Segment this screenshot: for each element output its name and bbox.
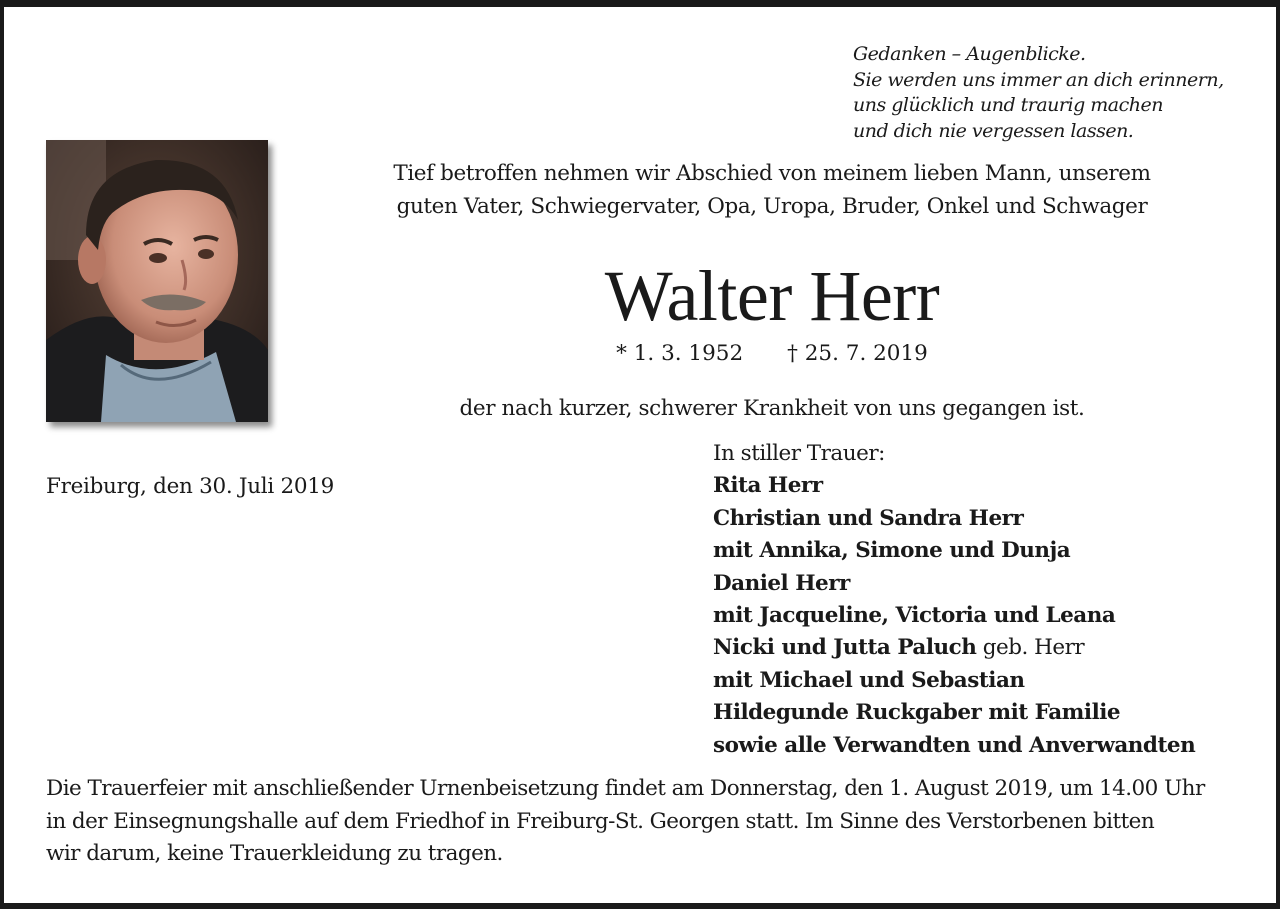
mourner-entry — [713, 470, 1273, 502]
deceased-name: Walter Herr — [604, 256, 940, 336]
intro-line: Tief betroffen nehmen wir Abschied von meinem lieben Mann, unserem — [393, 161, 1151, 186]
life-dates — [440, 338, 1104, 370]
memorial-poem — [853, 42, 1263, 144]
intro-text — [300, 157, 1244, 223]
mourner-name: mit Michael und Sebastian — [713, 667, 1025, 693]
place-and-date: Freiburg, den 30. Juli 2019 — [46, 474, 334, 499]
poem-line: und dich nie vergessen lassen. — [853, 119, 1134, 142]
mourner-entry — [713, 697, 1273, 729]
funeral-details-line: wir darum, keine Trauerkleidung zu tragen. — [46, 841, 503, 866]
funeral-details-line: Die Trauerfeier mit anschließender Urnenbeisetzung findet am Donnerstag, den 1. August 2019, um 14.00 Uhr — [46, 776, 1205, 801]
mourner-entry — [713, 568, 1273, 600]
intro-line: guten Vater, Schwiegervater, Opa, Uropa, Bruder, Onkel und Schwager — [396, 194, 1148, 219]
death-date: † 25. 7. 2019 — [787, 341, 928, 366]
mourners-list — [713, 438, 1273, 762]
mourner-name: mit Annika, Simone und Dunja — [713, 538, 1071, 564]
poem-line: uns glücklich und traurig machen — [853, 94, 1163, 116]
mourner-name: Christian und Sandra Herr — [713, 505, 1024, 531]
portrait-photo — [46, 140, 268, 422]
mourner-entry — [713, 632, 1273, 664]
mourner-entry — [713, 665, 1273, 697]
mourner-entry — [713, 600, 1273, 632]
mourner-name: mit Jacqueline, Victoria und Leana — [713, 603, 1116, 629]
mourner-name: sowie alle Verwandten und Anverwandten — [713, 732, 1196, 758]
poem-line: Sie werden uns immer an dich erinnern, — [853, 68, 1224, 91]
poem-line: Gedanken – Augenblicke. — [853, 43, 1086, 65]
mourner-name: Nicki und Jutta Paluch — [713, 635, 977, 661]
mourner-name: Daniel Herr — [713, 570, 850, 596]
birth-date: * 1. 3. 1952 — [616, 341, 744, 366]
passing-statement: der nach kurzer, schwerer Krankheit von uns gegangen ist. — [459, 396, 1085, 421]
mourners-heading: In stiller Trauer: — [713, 441, 885, 466]
mourner-entry — [713, 730, 1273, 762]
mourner-name: Hildegunde Ruckgaber mit Familie — [713, 700, 1121, 726]
mourner-entry — [713, 535, 1273, 567]
funeral-details — [46, 773, 1246, 871]
mourner-name: Rita Herr — [713, 473, 823, 499]
funeral-details-line: in der Einsegnungshalle auf dem Friedhof in Freiburg-St. Georgen statt. Im Sinne des Verstorbenen bitten — [46, 808, 1155, 834]
mourner-note: geb. Herr — [976, 635, 1085, 661]
mourner-entry — [713, 503, 1273, 535]
